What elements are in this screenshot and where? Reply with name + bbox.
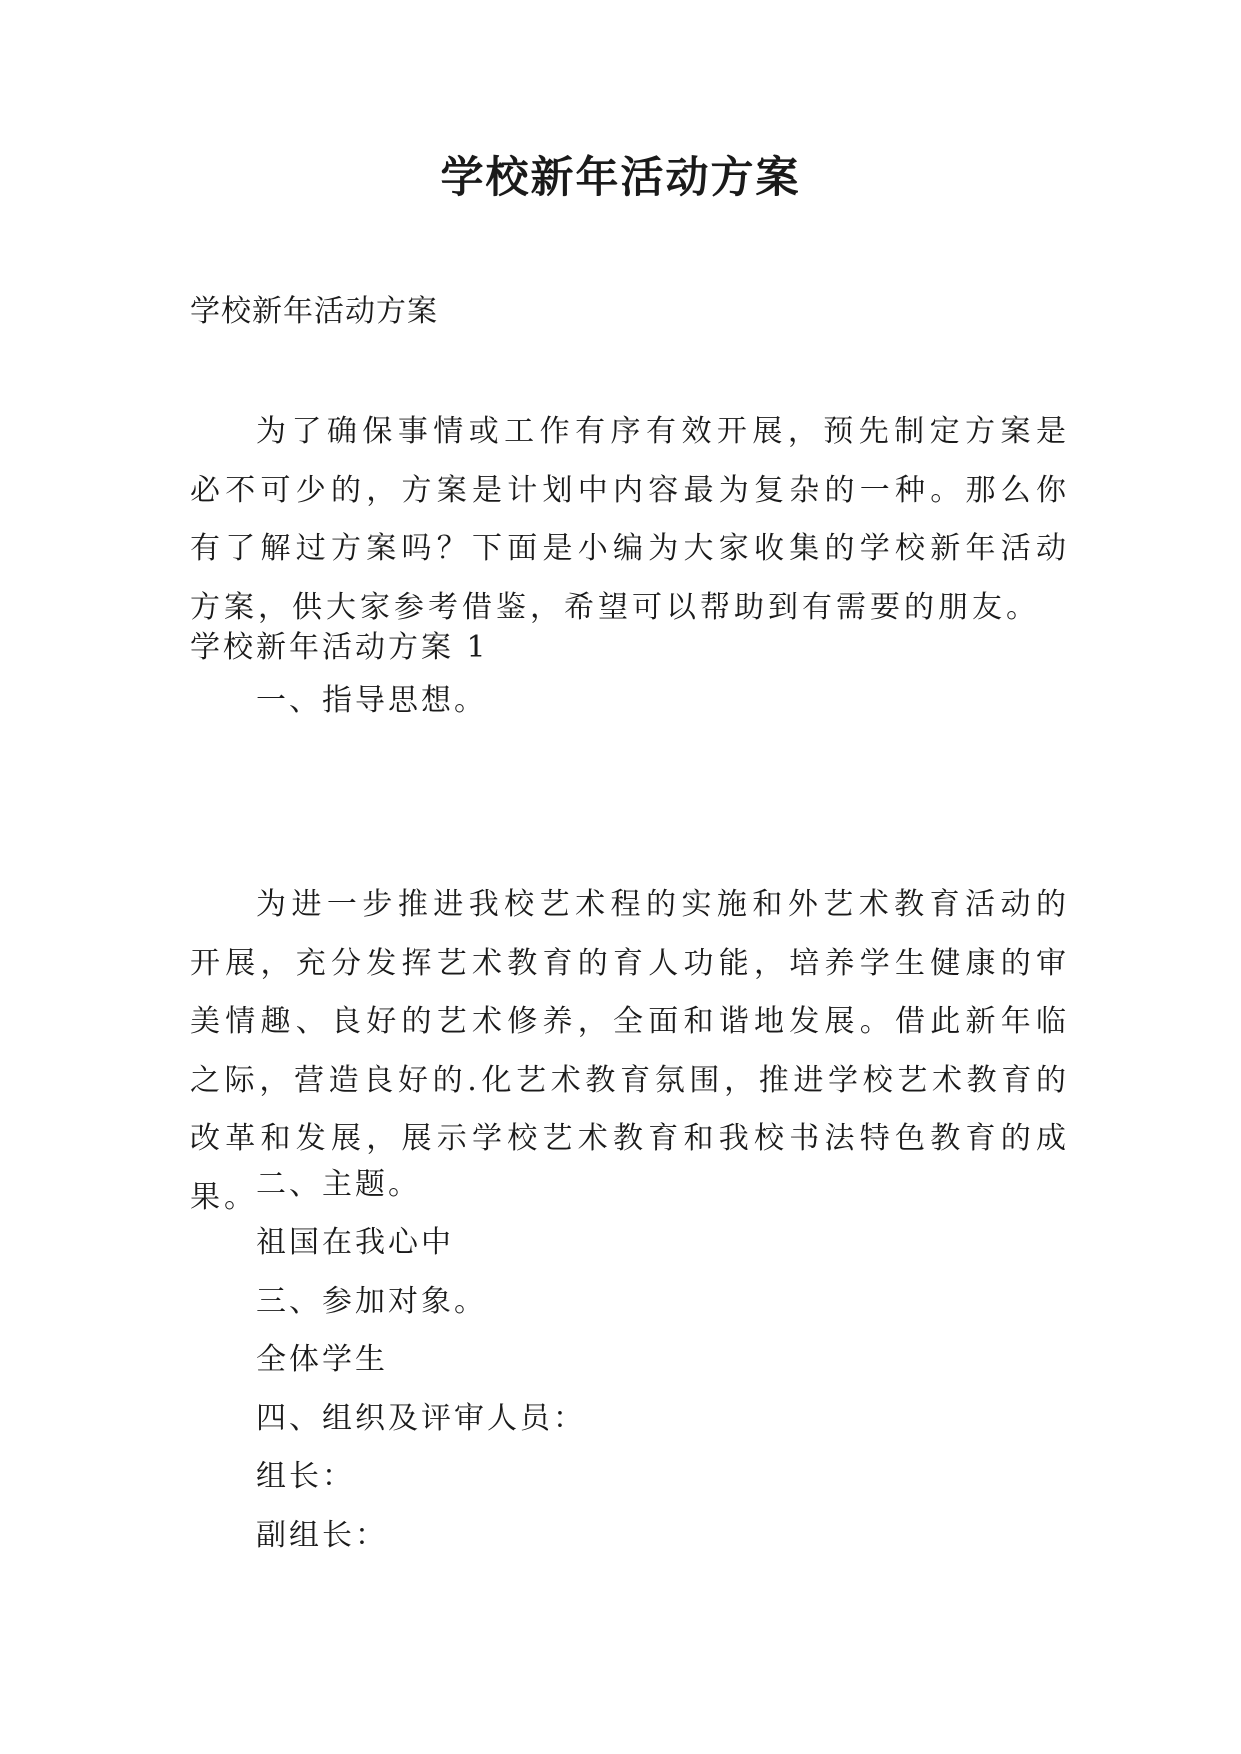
deputy-leader-label: 副组长： bbox=[256, 1518, 388, 1553]
document-subtitle: 学校新年活动方案 bbox=[190, 294, 438, 329]
document-title: 学校新年活动方案 bbox=[440, 153, 801, 203]
section-heading: 学校新年活动方案 1 bbox=[190, 630, 489, 665]
item-guiding-ideology: 一、指导思想。 bbox=[256, 683, 487, 718]
leader-label: 组长： bbox=[256, 1459, 355, 1494]
item-organization: 四、组织及评审人员： bbox=[256, 1401, 586, 1436]
item-participants: 三、参加对象。 bbox=[256, 1284, 487, 1319]
guiding-ideology-paragraph: 为进一步推进我校艺术程的实施和外艺术教育活动的开展，充分发挥艺术教育的育人功能，培养学生健康的审美情趣、良好的艺术修养，全面和谐地发展。借此新年临之际，营造良好的.化艺术教育氛围，推进学校艺术教育的改革和发展，展示学校艺术教育和我校书法特色教育的成果。 bbox=[190, 887, 1070, 1215]
theme-value: 祖国在我心中 bbox=[256, 1225, 454, 1260]
item-theme: 二、主题。 bbox=[256, 1167, 421, 1202]
intro-paragraph: 为了确保事情或工作有序有效开展，预先制定方案是必不可少的，方案是计划中内容最为复杂的一种。那么你有了解过方案吗？下面是小编为大家收集的学校新年活动方案，供大家参考借鉴，希望可以帮助到有需要的朋友。 bbox=[190, 414, 1070, 625]
participants-value: 全体学生 bbox=[256, 1342, 388, 1377]
